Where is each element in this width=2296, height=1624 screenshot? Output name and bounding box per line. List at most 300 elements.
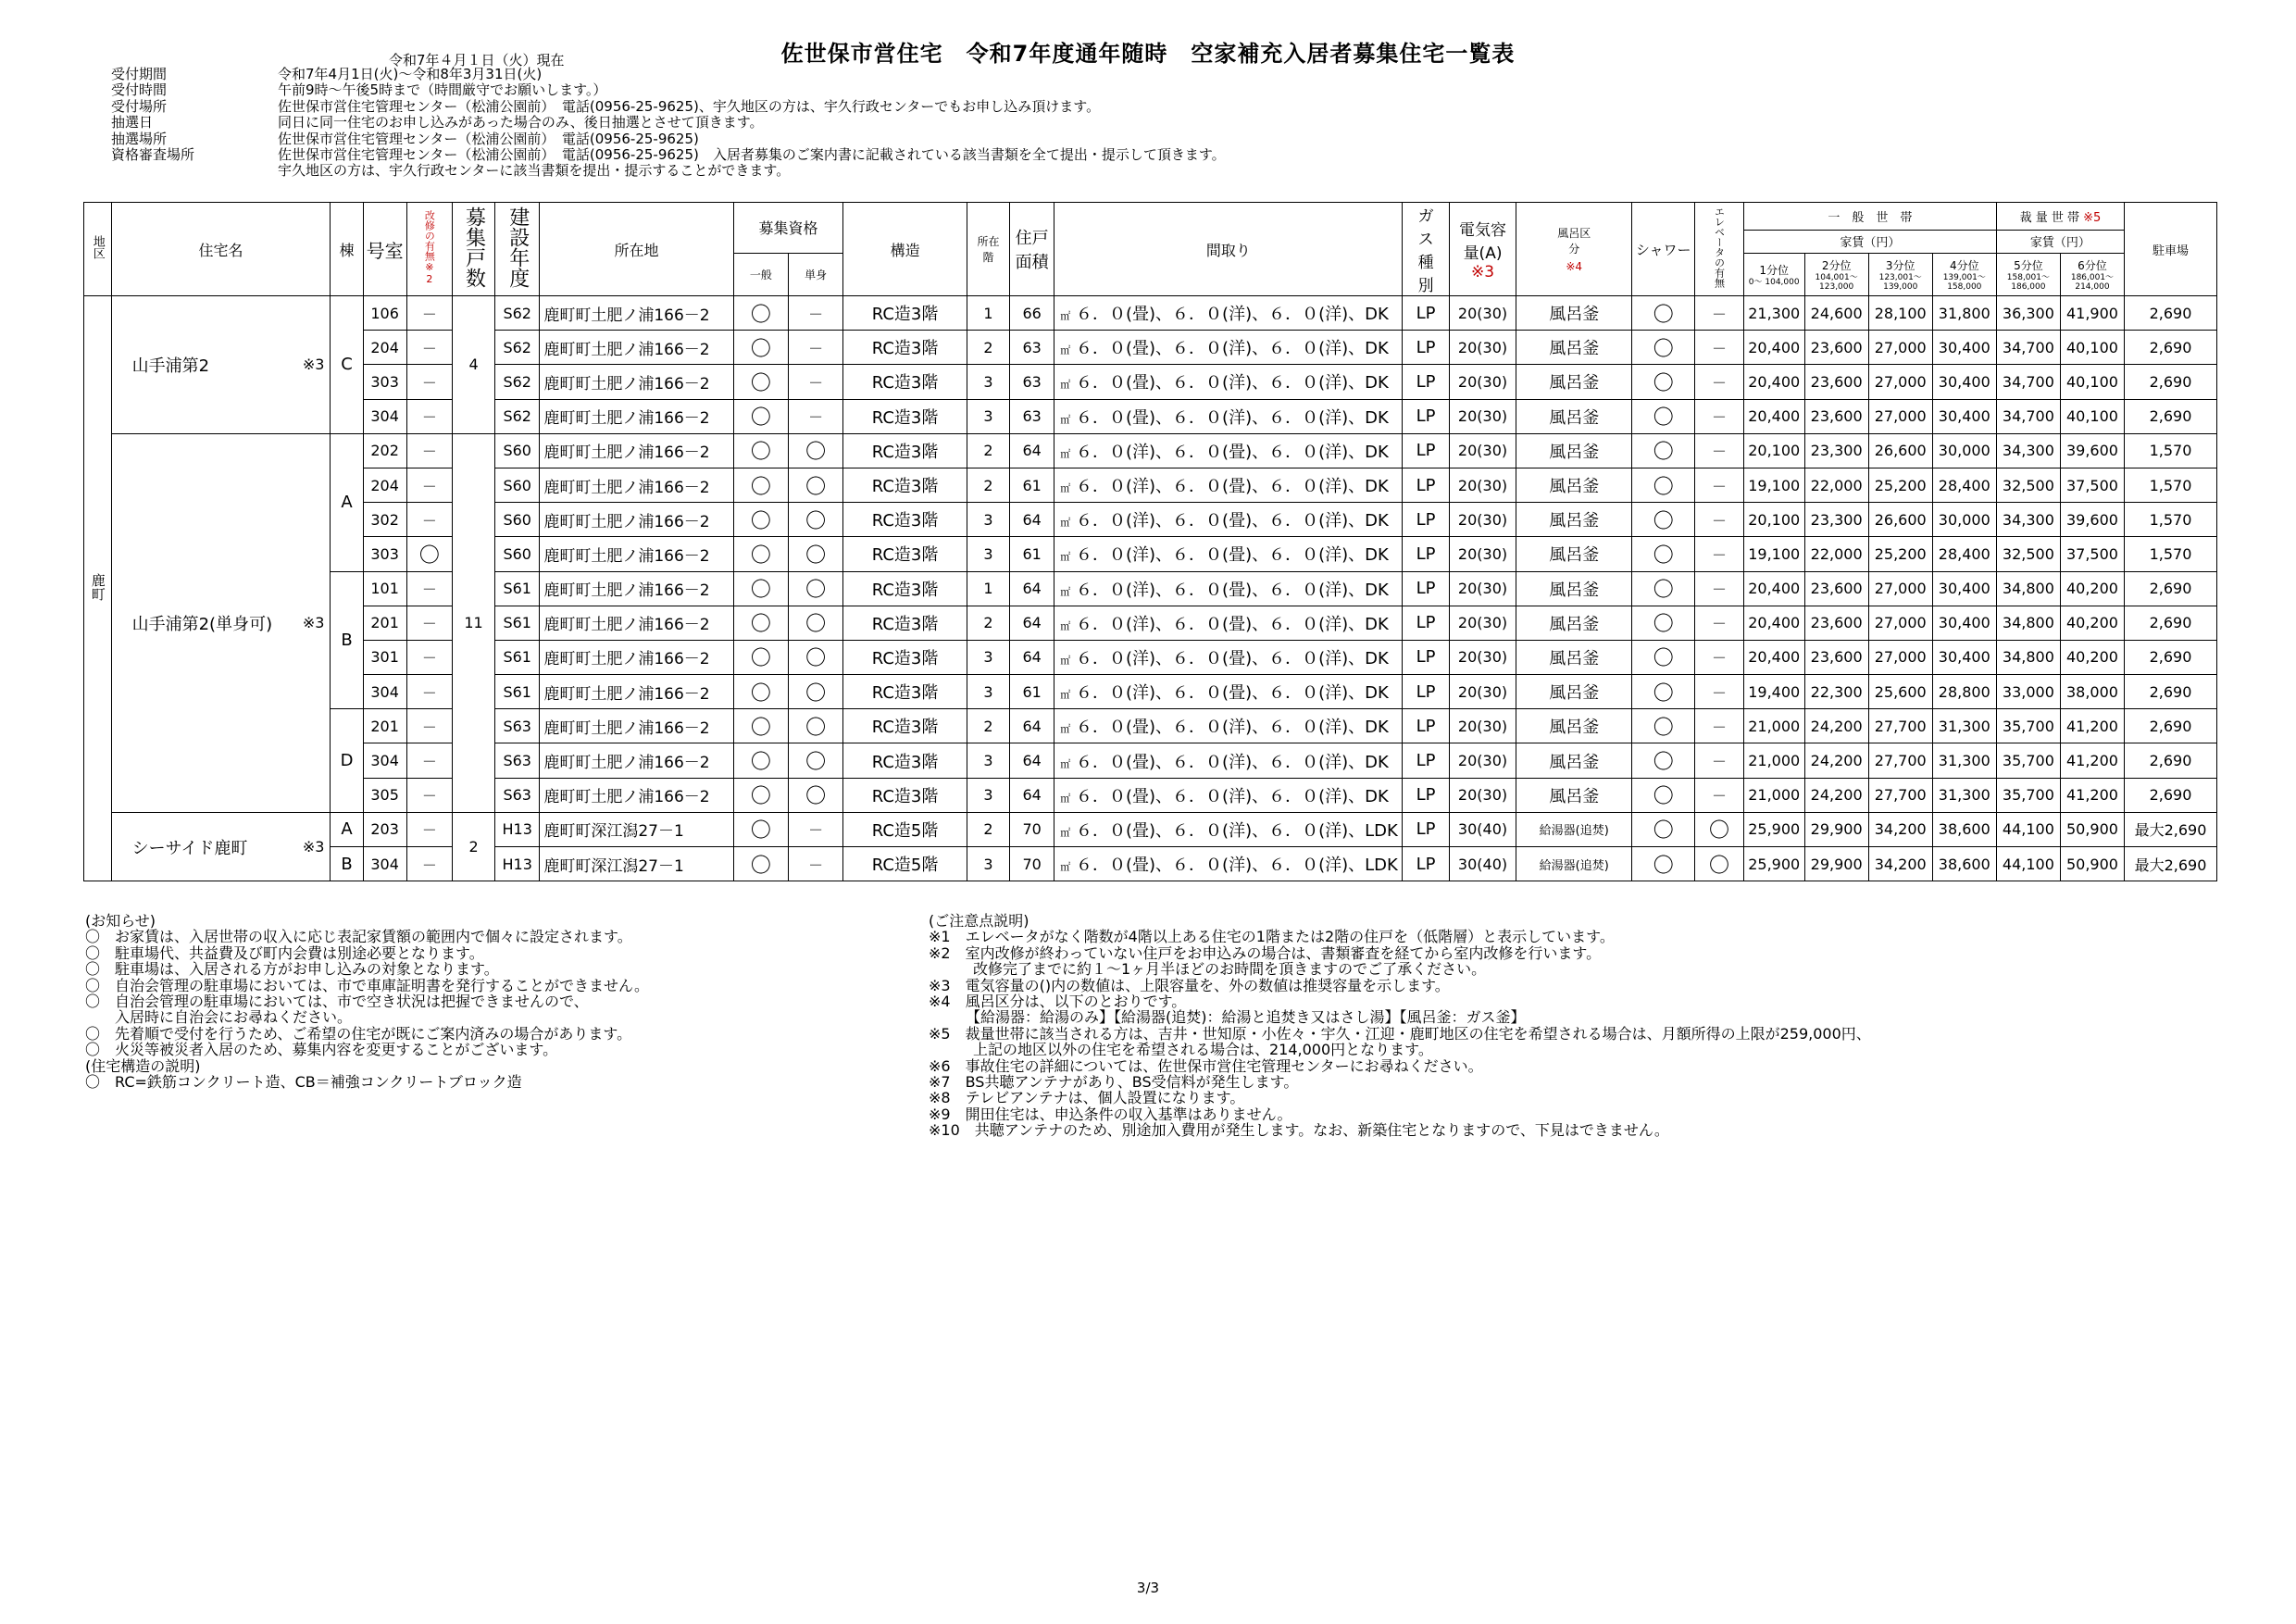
- furo-cell: 風呂釜: [1516, 675, 1632, 709]
- col-name: 住宅名: [111, 203, 331, 296]
- kaisou-cell: －: [406, 365, 452, 399]
- tanshin-cell: －: [788, 296, 842, 331]
- table-row: [84, 847, 2217, 881]
- ev-cell: －: [1695, 743, 1744, 778]
- addr-cell: 鹿町町土肥ノ浦166－2: [540, 606, 733, 640]
- nendo-cell: S62: [495, 331, 540, 365]
- rent-cell: 23,600: [1804, 606, 1868, 640]
- gas-cell: LP: [1403, 709, 1449, 743]
- menseki-cell: 64: [1010, 606, 1054, 640]
- madori-cell: ㎡ ６．０(洋)、６．０(畳)、６．０(洋)、DK: [1054, 503, 1403, 537]
- rent-cell: 34,200: [1868, 812, 1932, 846]
- rent-cell: 20,100: [1743, 433, 1804, 468]
- tanshin-cell: －: [788, 812, 842, 846]
- shower-cell: 〇: [1632, 433, 1695, 468]
- tanshin-cell: 〇: [788, 640, 842, 674]
- ippan-cell: 〇: [733, 675, 788, 709]
- addr-cell: 鹿町町土肥ノ浦166－2: [540, 640, 733, 674]
- notes-right: [929, 913, 1871, 1139]
- rent-cell: 40,200: [2060, 640, 2124, 674]
- rent-cell: 23,300: [1804, 503, 1868, 537]
- note-line: 〇 駐車場は、入居される方がお申し込みの対象となります。: [85, 960, 499, 979]
- rent-cell: 39,600: [2060, 433, 2124, 468]
- nendo-cell: S63: [495, 743, 540, 778]
- addr-cell: 鹿町町土肥ノ浦166－2: [540, 399, 733, 433]
- kai-cell: 3: [967, 847, 1009, 881]
- boshu-cell: 4: [453, 296, 495, 434]
- gas-cell: LP: [1403, 606, 1449, 640]
- addr-cell: 鹿町町土肥ノ浦166－2: [540, 675, 733, 709]
- rent-cell: 20,400: [1743, 606, 1804, 640]
- table-row: [84, 606, 2217, 640]
- col-kai: 所在階: [967, 203, 1009, 296]
- furo-cell: 風呂釜: [1516, 640, 1632, 674]
- gou-cell: 304: [363, 675, 406, 709]
- madori-cell: ㎡ ６．０(畳)、６．０(洋)、６．０(洋)、LDK: [1054, 847, 1403, 881]
- rent-cell: 26,600: [1868, 433, 1932, 468]
- rent-cell: 38,600: [1932, 847, 1996, 881]
- kouzou-cell: RC造5階: [843, 812, 967, 846]
- kouzou-cell: RC造3階: [843, 571, 967, 606]
- addr-cell: 鹿町町土肥ノ浦166－2: [540, 778, 733, 812]
- ev-cell: －: [1695, 778, 1744, 812]
- denki-cell: 30(40): [1449, 812, 1516, 846]
- denki-cell: 20(30): [1449, 778, 1516, 812]
- rent-cell: 23,600: [1804, 640, 1868, 674]
- tanshin-cell: －: [788, 331, 842, 365]
- rent-cell: 20,400: [1743, 331, 1804, 365]
- col-tou: 棟: [331, 203, 363, 296]
- ippan-cell: 〇: [733, 399, 788, 433]
- parking-cell: 2,690: [2125, 743, 2217, 778]
- ippan-cell: 〇: [733, 640, 788, 674]
- denki-cell: 20(30): [1449, 468, 1516, 502]
- table-row: [84, 331, 2217, 365]
- kouzou-cell: RC造3階: [843, 606, 967, 640]
- info-key: 抽選日: [111, 114, 154, 131]
- note-line: ※7 BS共聴アンテナがあり、BS受信料が発生します。: [929, 1073, 1299, 1092]
- gas-cell: LP: [1403, 365, 1449, 399]
- kaisou-cell: 〇: [406, 537, 452, 571]
- menseki-cell: 63: [1010, 399, 1054, 433]
- kaisou-cell: －: [406, 812, 452, 846]
- col-parking: 駐車場: [2125, 203, 2217, 296]
- rent-cell: 40,100: [2060, 365, 2124, 399]
- housing-name: 山手浦第2: [111, 296, 297, 434]
- shower-cell: 〇: [1632, 296, 1695, 331]
- note-line: 上記の地区以外の住宅を希望される場合は、214,000円となります。: [929, 1041, 1433, 1059]
- rent-cell: 35,700: [1996, 709, 2060, 743]
- denki-cell: 20(30): [1449, 675, 1516, 709]
- tanshin-cell: 〇: [788, 606, 842, 640]
- table-row: [84, 709, 2217, 743]
- parking-cell: 2,690: [2125, 331, 2217, 365]
- rent-cell: 25,600: [1868, 675, 1932, 709]
- tanshin-cell: －: [788, 365, 842, 399]
- gou-cell: 304: [363, 743, 406, 778]
- rent-cell: 30,000: [1932, 433, 1996, 468]
- boshu-cell: 11: [453, 433, 495, 812]
- kouzou-cell: RC造3階: [843, 503, 967, 537]
- rent-cell: 34,200: [1868, 847, 1932, 881]
- info-key: 受付場所: [111, 97, 168, 115]
- madori-cell: ㎡ ６．０(畳)、６．０(洋)、６．０(洋)、LDK: [1054, 812, 1403, 846]
- boshu-cell: 2: [453, 812, 495, 881]
- shower-cell: 〇: [1632, 743, 1695, 778]
- denki-cell: 20(30): [1449, 296, 1516, 331]
- madori-cell: ㎡ ６．０(畳)、６．０(洋)、６．０(洋)、DK: [1054, 296, 1403, 331]
- kai-cell: 2: [967, 331, 1009, 365]
- addr-cell: 鹿町町土肥ノ浦166－2: [540, 365, 733, 399]
- madori-cell: ㎡ ６．０(洋)、６．０(畳)、６．０(洋)、DK: [1054, 537, 1403, 571]
- col-gas: ガス種別: [1403, 203, 1449, 296]
- ippan-cell: 〇: [733, 365, 788, 399]
- parking-cell: 2,690: [2125, 606, 2217, 640]
- kaisou-cell: －: [406, 606, 452, 640]
- rent-cell: 34,300: [1996, 433, 2060, 468]
- kouzou-cell: RC造3階: [843, 433, 967, 468]
- col-madori: 間取り: [1054, 203, 1403, 296]
- ippan-cell: 〇: [733, 296, 788, 331]
- col-yachin-ippan: 家賃（円）: [1743, 231, 1996, 253]
- rent-cell: 30,400: [1932, 399, 1996, 433]
- addr-cell: 鹿町町深江潟27－1: [540, 812, 733, 846]
- kaisou-cell: －: [406, 675, 452, 709]
- rent-cell: 28,400: [1932, 537, 1996, 571]
- rent-cell: 20,400: [1743, 571, 1804, 606]
- col-menseki: 住戸面積: [1010, 203, 1054, 296]
- kai-cell: 3: [967, 675, 1009, 709]
- rent-cell: 27,000: [1868, 640, 1932, 674]
- table-row: [84, 675, 2217, 709]
- madori-cell: ㎡ ６．０(洋)、６．０(畳)、６．０(洋)、DK: [1054, 606, 1403, 640]
- table-row: [84, 296, 2217, 331]
- col-bunni: 6分位 186,001～ 214,000: [2060, 253, 2124, 295]
- parking-cell: 1,570: [2125, 503, 2217, 537]
- furo-cell: 風呂釜: [1516, 606, 1632, 640]
- menseki-cell: 64: [1010, 709, 1054, 743]
- rent-cell: 44,100: [1996, 847, 2060, 881]
- note-line: 〇 先着順で受付を行うため、ご希望の住宅が既にご案内済みの場合があります。: [85, 1024, 632, 1043]
- rent-cell: 19,100: [1743, 468, 1804, 502]
- rent-cell: 34,700: [1996, 331, 2060, 365]
- ev-cell: －: [1695, 675, 1744, 709]
- col-ev: エレベータの有無: [1695, 203, 1744, 296]
- rent-cell: 25,200: [1868, 537, 1932, 571]
- tou-cell: B: [331, 571, 363, 709]
- shower-cell: 〇: [1632, 778, 1695, 812]
- kai-cell: 1: [967, 296, 1009, 331]
- kouzou-cell: RC造3階: [843, 675, 967, 709]
- rent-cell: 32,500: [1996, 468, 2060, 502]
- rent-cell: 30,400: [1932, 571, 1996, 606]
- rent-cell: 20,400: [1743, 399, 1804, 433]
- kai-cell: 2: [967, 606, 1009, 640]
- rent-cell: 30,400: [1932, 606, 1996, 640]
- gou-cell: 202: [363, 433, 406, 468]
- kouzou-cell: RC造3階: [843, 709, 967, 743]
- kouzou-cell: RC造3階: [843, 331, 967, 365]
- ev-cell: 〇: [1695, 847, 1744, 881]
- info-key: 抽選場所: [111, 130, 168, 147]
- col-sairyo: 裁 量 世 帯 ※5: [1996, 203, 2124, 231]
- rent-cell: 50,900: [2060, 812, 2124, 846]
- madori-cell: ㎡ ６．０(洋)、６．０(畳)、６．０(洋)、DK: [1054, 640, 1403, 674]
- rent-cell: 40,100: [2060, 399, 2124, 433]
- table-row: [84, 468, 2217, 502]
- rent-cell: 31,300: [1932, 743, 1996, 778]
- gas-cell: LP: [1403, 571, 1449, 606]
- housing-table: [83, 202, 2217, 881]
- col-bunni: 3分位 123,001～ 139,000: [1868, 253, 1932, 295]
- kaisou-cell: －: [406, 399, 452, 433]
- shower-cell: 〇: [1632, 468, 1695, 502]
- kaisou-cell: －: [406, 778, 452, 812]
- tanshin-cell: 〇: [788, 503, 842, 537]
- table-row: [84, 365, 2217, 399]
- gou-cell: 301: [363, 640, 406, 674]
- nendo-cell: S61: [495, 640, 540, 674]
- note-line: ※2 室内改修が終わっていない住戸をお申込みの場合は、書類審査を経てから室内改修を行います。: [929, 943, 1602, 962]
- kai-cell: 3: [967, 537, 1009, 571]
- note-line: 〇 火災等被災者入居のため、募集内容を変更することがございます。: [85, 1041, 558, 1059]
- gas-cell: LP: [1403, 778, 1449, 812]
- kouzou-cell: RC造3階: [843, 296, 967, 331]
- gas-cell: LP: [1403, 812, 1449, 846]
- furo-cell: 風呂釜: [1516, 399, 1632, 433]
- nendo-cell: S62: [495, 296, 540, 331]
- kaisou-cell: －: [406, 743, 452, 778]
- denki-cell: 20(30): [1449, 503, 1516, 537]
- rent-cell: 41,200: [2060, 743, 2124, 778]
- rent-cell: 40,200: [2060, 606, 2124, 640]
- housing-name: シーサイド鹿町: [111, 812, 297, 881]
- rent-cell: 50,900: [2060, 847, 2124, 881]
- gou-cell: 303: [363, 537, 406, 571]
- gou-cell: 204: [363, 468, 406, 502]
- rent-cell: 41,200: [2060, 709, 2124, 743]
- menseki-cell: 64: [1010, 640, 1054, 674]
- ippan-cell: 〇: [733, 743, 788, 778]
- rent-cell: 34,700: [1996, 399, 2060, 433]
- ev-cell: －: [1695, 537, 1744, 571]
- furo-cell: 風呂釜: [1516, 571, 1632, 606]
- note-line: 改修完了までに約１～1ヶ月半ほどのお時間を頂きますのでご了承ください。: [929, 960, 1487, 979]
- furo-cell: 風呂釜: [1516, 468, 1632, 502]
- table-row: [84, 399, 2217, 433]
- furo-cell: 風呂釜: [1516, 433, 1632, 468]
- housing-mark: ※3: [297, 296, 331, 434]
- note-line: ※6 事故住宅の詳細については、佐世保市営住宅管理センターにお尋ねください。: [929, 1056, 1483, 1075]
- madori-cell: ㎡ ６．０(畳)、６．０(洋)、６．０(洋)、DK: [1054, 331, 1403, 365]
- parking-cell: 2,690: [2125, 365, 2217, 399]
- kai-cell: 2: [967, 433, 1009, 468]
- kouzou-cell: RC造5階: [843, 847, 967, 881]
- info-row: [111, 99, 1226, 115]
- rent-cell: 27,000: [1868, 365, 1932, 399]
- col-bunni: 4分位 139,001～ 158,000: [1932, 253, 1996, 295]
- rent-cell: 22,000: [1804, 537, 1868, 571]
- info-block: [111, 67, 1226, 180]
- ev-cell: －: [1695, 331, 1744, 365]
- rent-cell: 25,900: [1743, 812, 1804, 846]
- parking-cell: 2,690: [2125, 778, 2217, 812]
- rent-cell: 24,600: [1804, 296, 1868, 331]
- rent-cell: 23,300: [1804, 433, 1868, 468]
- rent-cell: 28,400: [1932, 468, 1996, 502]
- table-row: [84, 571, 2217, 606]
- rent-cell: 23,600: [1804, 331, 1868, 365]
- gas-cell: LP: [1403, 537, 1449, 571]
- col-kouzou: 構造: [843, 203, 967, 296]
- denki-cell: 20(30): [1449, 743, 1516, 778]
- rent-cell: 44,100: [1996, 812, 2060, 846]
- addr-cell: 鹿町町土肥ノ浦166－2: [540, 503, 733, 537]
- ippan-cell: 〇: [733, 847, 788, 881]
- col-nendo: 建設年度: [495, 203, 540, 296]
- madori-cell: ㎡ ６．０(洋)、６．０(畳)、６．０(洋)、DK: [1054, 468, 1403, 502]
- parking-cell: 2,690: [2125, 675, 2217, 709]
- note-line: (ご注意点説明): [929, 912, 1029, 930]
- kouzou-cell: RC造3階: [843, 365, 967, 399]
- shower-cell: 〇: [1632, 365, 1695, 399]
- ippan-cell: 〇: [733, 571, 788, 606]
- info-row: [111, 147, 1226, 163]
- rent-cell: 30,400: [1932, 331, 1996, 365]
- tanshin-cell: 〇: [788, 743, 842, 778]
- madori-cell: ㎡ ６．０(畳)、６．０(洋)、６．０(洋)、DK: [1054, 709, 1403, 743]
- gas-cell: LP: [1403, 503, 1449, 537]
- rent-cell: 28,100: [1868, 296, 1932, 331]
- menseki-cell: 64: [1010, 571, 1054, 606]
- menseki-cell: 61: [1010, 537, 1054, 571]
- gas-cell: LP: [1403, 640, 1449, 674]
- tanshin-cell: 〇: [788, 571, 842, 606]
- col-shikaku: 募集資格: [733, 203, 842, 254]
- kaisou-cell: －: [406, 571, 452, 606]
- menseki-cell: 64: [1010, 743, 1054, 778]
- tanshin-cell: －: [788, 399, 842, 433]
- menseki-cell: 61: [1010, 468, 1054, 502]
- rent-cell: 38,600: [1932, 812, 1996, 846]
- info-row: [111, 82, 1226, 98]
- ippan-cell: 〇: [733, 537, 788, 571]
- note-line: 〇 お家賃は、入居世帯の収入に応じ表記家賃額の範囲内で個々に設定されます。: [85, 928, 632, 946]
- table-row: [84, 537, 2217, 571]
- tanshin-cell: 〇: [788, 537, 842, 571]
- page-number: 3/3: [1136, 1580, 1160, 1596]
- notes-left: [85, 913, 649, 1090]
- ev-cell: －: [1695, 709, 1744, 743]
- madori-cell: ㎡ ６．０(畳)、６．０(洋)、６．０(洋)、DK: [1054, 778, 1403, 812]
- kouzou-cell: RC造3階: [843, 640, 967, 674]
- tou-cell: C: [331, 296, 363, 434]
- nendo-cell: S63: [495, 709, 540, 743]
- addr-cell: 鹿町町土肥ノ浦166－2: [540, 709, 733, 743]
- rent-cell: 23,600: [1804, 365, 1868, 399]
- rent-cell: 27,000: [1868, 399, 1932, 433]
- ev-cell: －: [1695, 606, 1744, 640]
- ev-cell: －: [1695, 296, 1744, 331]
- tou-cell: A: [331, 433, 363, 571]
- kouzou-cell: RC造3階: [843, 537, 967, 571]
- col-district: 地区: [84, 203, 112, 296]
- gas-cell: LP: [1403, 331, 1449, 365]
- rent-cell: 24,200: [1804, 743, 1868, 778]
- kouzou-cell: RC造3階: [843, 399, 967, 433]
- kouzou-cell: RC造3階: [843, 778, 967, 812]
- menseki-cell: 63: [1010, 331, 1054, 365]
- gas-cell: LP: [1403, 675, 1449, 709]
- col-tanshin: 単身: [788, 253, 842, 295]
- rent-cell: 28,800: [1932, 675, 1996, 709]
- gas-cell: LP: [1403, 743, 1449, 778]
- col-shower: シャワー: [1632, 203, 1695, 296]
- tou-cell: A: [331, 812, 363, 846]
- denki-cell: 20(30): [1449, 331, 1516, 365]
- rent-cell: 37,500: [2060, 537, 2124, 571]
- nendo-cell: S62: [495, 365, 540, 399]
- rent-cell: 29,900: [1804, 847, 1868, 881]
- note-line: 〇 自治会管理の駐車場においては、市で車庫証明書を発行することができません。: [85, 976, 649, 994]
- ippan-cell: 〇: [733, 812, 788, 846]
- madori-cell: ㎡ ６．０(畳)、６．０(洋)、６．０(洋)、DK: [1054, 399, 1403, 433]
- denki-cell: 20(30): [1449, 571, 1516, 606]
- note-line: ※3 電気容量の()内の数値は、上限容量を、外の数値は推奨容量を示します。: [929, 976, 1450, 994]
- shower-cell: 〇: [1632, 606, 1695, 640]
- tanshin-cell: 〇: [788, 433, 842, 468]
- rent-cell: 32,500: [1996, 537, 2060, 571]
- furo-cell: 風呂釜: [1516, 537, 1632, 571]
- rent-cell: 30,400: [1932, 640, 1996, 674]
- ev-cell: －: [1695, 399, 1744, 433]
- ev-cell: －: [1695, 640, 1744, 674]
- denki-cell: 20(30): [1449, 433, 1516, 468]
- shower-cell: 〇: [1632, 399, 1695, 433]
- tanshin-cell: 〇: [788, 778, 842, 812]
- parking-cell: 2,690: [2125, 709, 2217, 743]
- table-row: [84, 503, 2217, 537]
- ev-cell: －: [1695, 365, 1744, 399]
- furo-cell: 風呂釜: [1516, 296, 1632, 331]
- housing-mark: ※3: [297, 812, 331, 881]
- col-yachin-sairyo: 家賃（円）: [1996, 231, 2124, 253]
- note-line: 〇 自治会管理の駐車場においては、市で空き状況は把握できませんので、: [85, 993, 589, 1011]
- rent-cell: 35,700: [1996, 743, 2060, 778]
- tanshin-cell: 〇: [788, 468, 842, 502]
- kai-cell: 2: [967, 468, 1009, 502]
- parking-cell: 最大2,690: [2125, 812, 2217, 846]
- note-line: ※1 エレベータがなく階数が4階以上ある住宅の1階または2階の住戸を（低階層）と表示しています。: [929, 928, 1615, 946]
- kai-cell: 3: [967, 743, 1009, 778]
- gou-cell: 204: [363, 331, 406, 365]
- info-value: 同日に同一住宅のお申し込みがあった場合のみ、後日抽選とさせて頂きます。: [278, 114, 764, 131]
- tanshin-cell: 〇: [788, 709, 842, 743]
- kouzou-cell: RC造3階: [843, 743, 967, 778]
- table-row: [84, 433, 2217, 468]
- denki-cell: 20(30): [1449, 640, 1516, 674]
- rent-cell: 39,600: [2060, 503, 2124, 537]
- kouzou-cell: RC造3階: [843, 468, 967, 502]
- kai-cell: 3: [967, 399, 1009, 433]
- note-line: ※5 裁量世帯に該当される方は、吉井・世知原・小佐々・宇久・江迎・鹿町地区の住宅を希望される場合は、月額所得の上限が259,000円、: [929, 1024, 1871, 1043]
- rent-cell: 40,200: [2060, 571, 2124, 606]
- rent-cell: 19,400: [1743, 675, 1804, 709]
- gou-cell: 106: [363, 296, 406, 331]
- shower-cell: 〇: [1632, 847, 1695, 881]
- gou-cell: 203: [363, 812, 406, 846]
- note-line: 入居時に自治会にお尋ねください。: [85, 1008, 353, 1027]
